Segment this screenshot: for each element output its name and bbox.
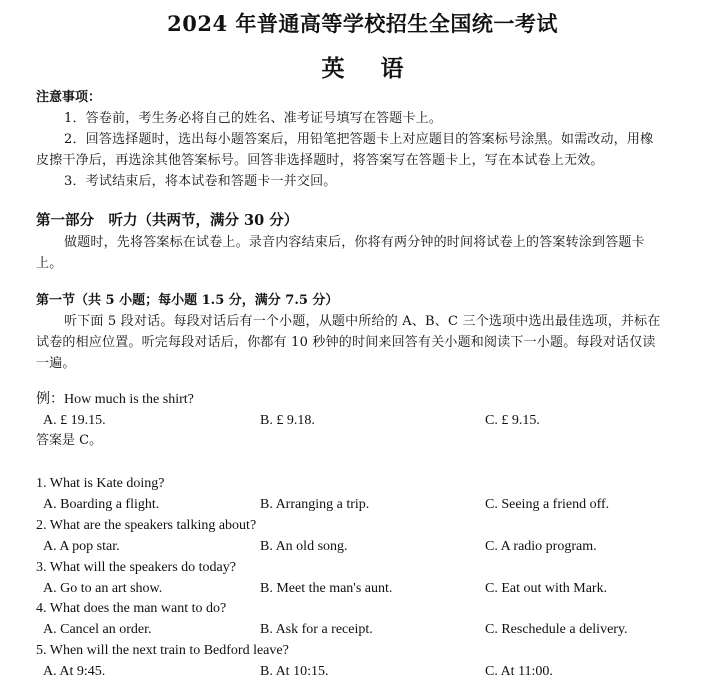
section1-intro-line-2: 试卷的相应位置。听完每段对话后，你都有 10 秒钟的时间来回答有关小题和阅读下一小题。每段对话仅读 <box>36 335 656 350</box>
question-2-option-b: B. An old song. <box>260 539 348 554</box>
question-1-option-b: B. Arranging a trip. <box>260 497 370 512</box>
subject-title: 英 语 <box>321 55 418 82</box>
part1-intro-line-1: 做题时，先将答案标在试卷上。录音内容结束后，你将有两分钟的时间将试卷上的答案转涂到答题卡 <box>64 235 645 250</box>
question-4-option-b: B. Ask for a receipt. <box>260 622 373 637</box>
question-2-option-c: C. A radio program. <box>485 539 597 554</box>
question-2-option-a: A. A pop star. <box>43 539 120 554</box>
example-option-c: C. £ 9.15. <box>485 413 540 428</box>
question-1-option-a: A. Boarding a flight. <box>43 497 160 512</box>
question-5-option-c: C. At 11:00. <box>485 664 553 679</box>
question-3-option-b: B. Meet the man's aunt. <box>260 581 393 596</box>
question-3-option-a: A. Go to an art show. <box>43 581 163 596</box>
section1-heading: 第一节（共 5 小题；每小题 1.5 分，满分 7.5 分） <box>36 293 339 308</box>
notes-item-2: 2．回答选择题时，选出每小题答案后，用铅笔把答题卡上对应题目的答案标号涂黑。如需改动，用橡 <box>64 132 654 147</box>
question-4-option-a: A. Cancel an order. <box>43 622 152 637</box>
example-option-b: B. £ 9.18. <box>260 413 315 428</box>
notes-item-1: 1．答卷前，考生务必将自己的姓名、准考证号填写在答题卡上。 <box>64 111 443 126</box>
question-1: 1. What is Kate doing? <box>36 476 165 491</box>
question-5-option-b: B. At 10:15. <box>260 664 329 679</box>
question-4-option-c: C. Reschedule a delivery. <box>485 622 628 637</box>
exam-title: 2024 年普通高等学校招生全国统一考试 <box>167 11 558 36</box>
part1-heading: 第一部分 听力（共两节，满分 30 分） <box>36 212 299 229</box>
question-3: 3. What will the speakers do today? <box>36 560 236 575</box>
example-answer: 答案是 C。 <box>36 433 103 448</box>
notes-item-2-cont: 皮擦干净后，再选涂其他答案标号。回答非选择题时，将答案写在答题卡上，写在本试卷上无效。 <box>36 153 604 168</box>
example-option-a: A. £ 19.15. <box>43 413 106 428</box>
question-5: 5. When will the next train to Bedford leave? <box>36 643 289 658</box>
notes-item-3: 3．考试结束后，将本试卷和答题卡一并交回。 <box>64 174 337 189</box>
question-5-option-a: A. At 9:45. <box>43 664 106 679</box>
question-4: 4. What does the man want to do? <box>36 601 227 616</box>
question-3-option-c: C. Eat out with Mark. <box>485 581 608 596</box>
section1-intro-line-3: 一遍。 <box>36 356 76 371</box>
question-1-option-c: C. Seeing a friend off. <box>485 497 610 512</box>
section1-intro-line-1: 听下面 5 段对话。每段对话后有一个小题，从题中所给的 A、B、C 三个选项中选出最佳选项，并标在 <box>64 314 661 329</box>
notes-heading: 注意事项： <box>36 90 102 105</box>
question-2: 2. What are the speakers talking about? <box>36 518 257 533</box>
example-question: 例：How much is the shirt? <box>36 392 194 407</box>
part1-intro-line-2: 上。 <box>36 256 63 271</box>
